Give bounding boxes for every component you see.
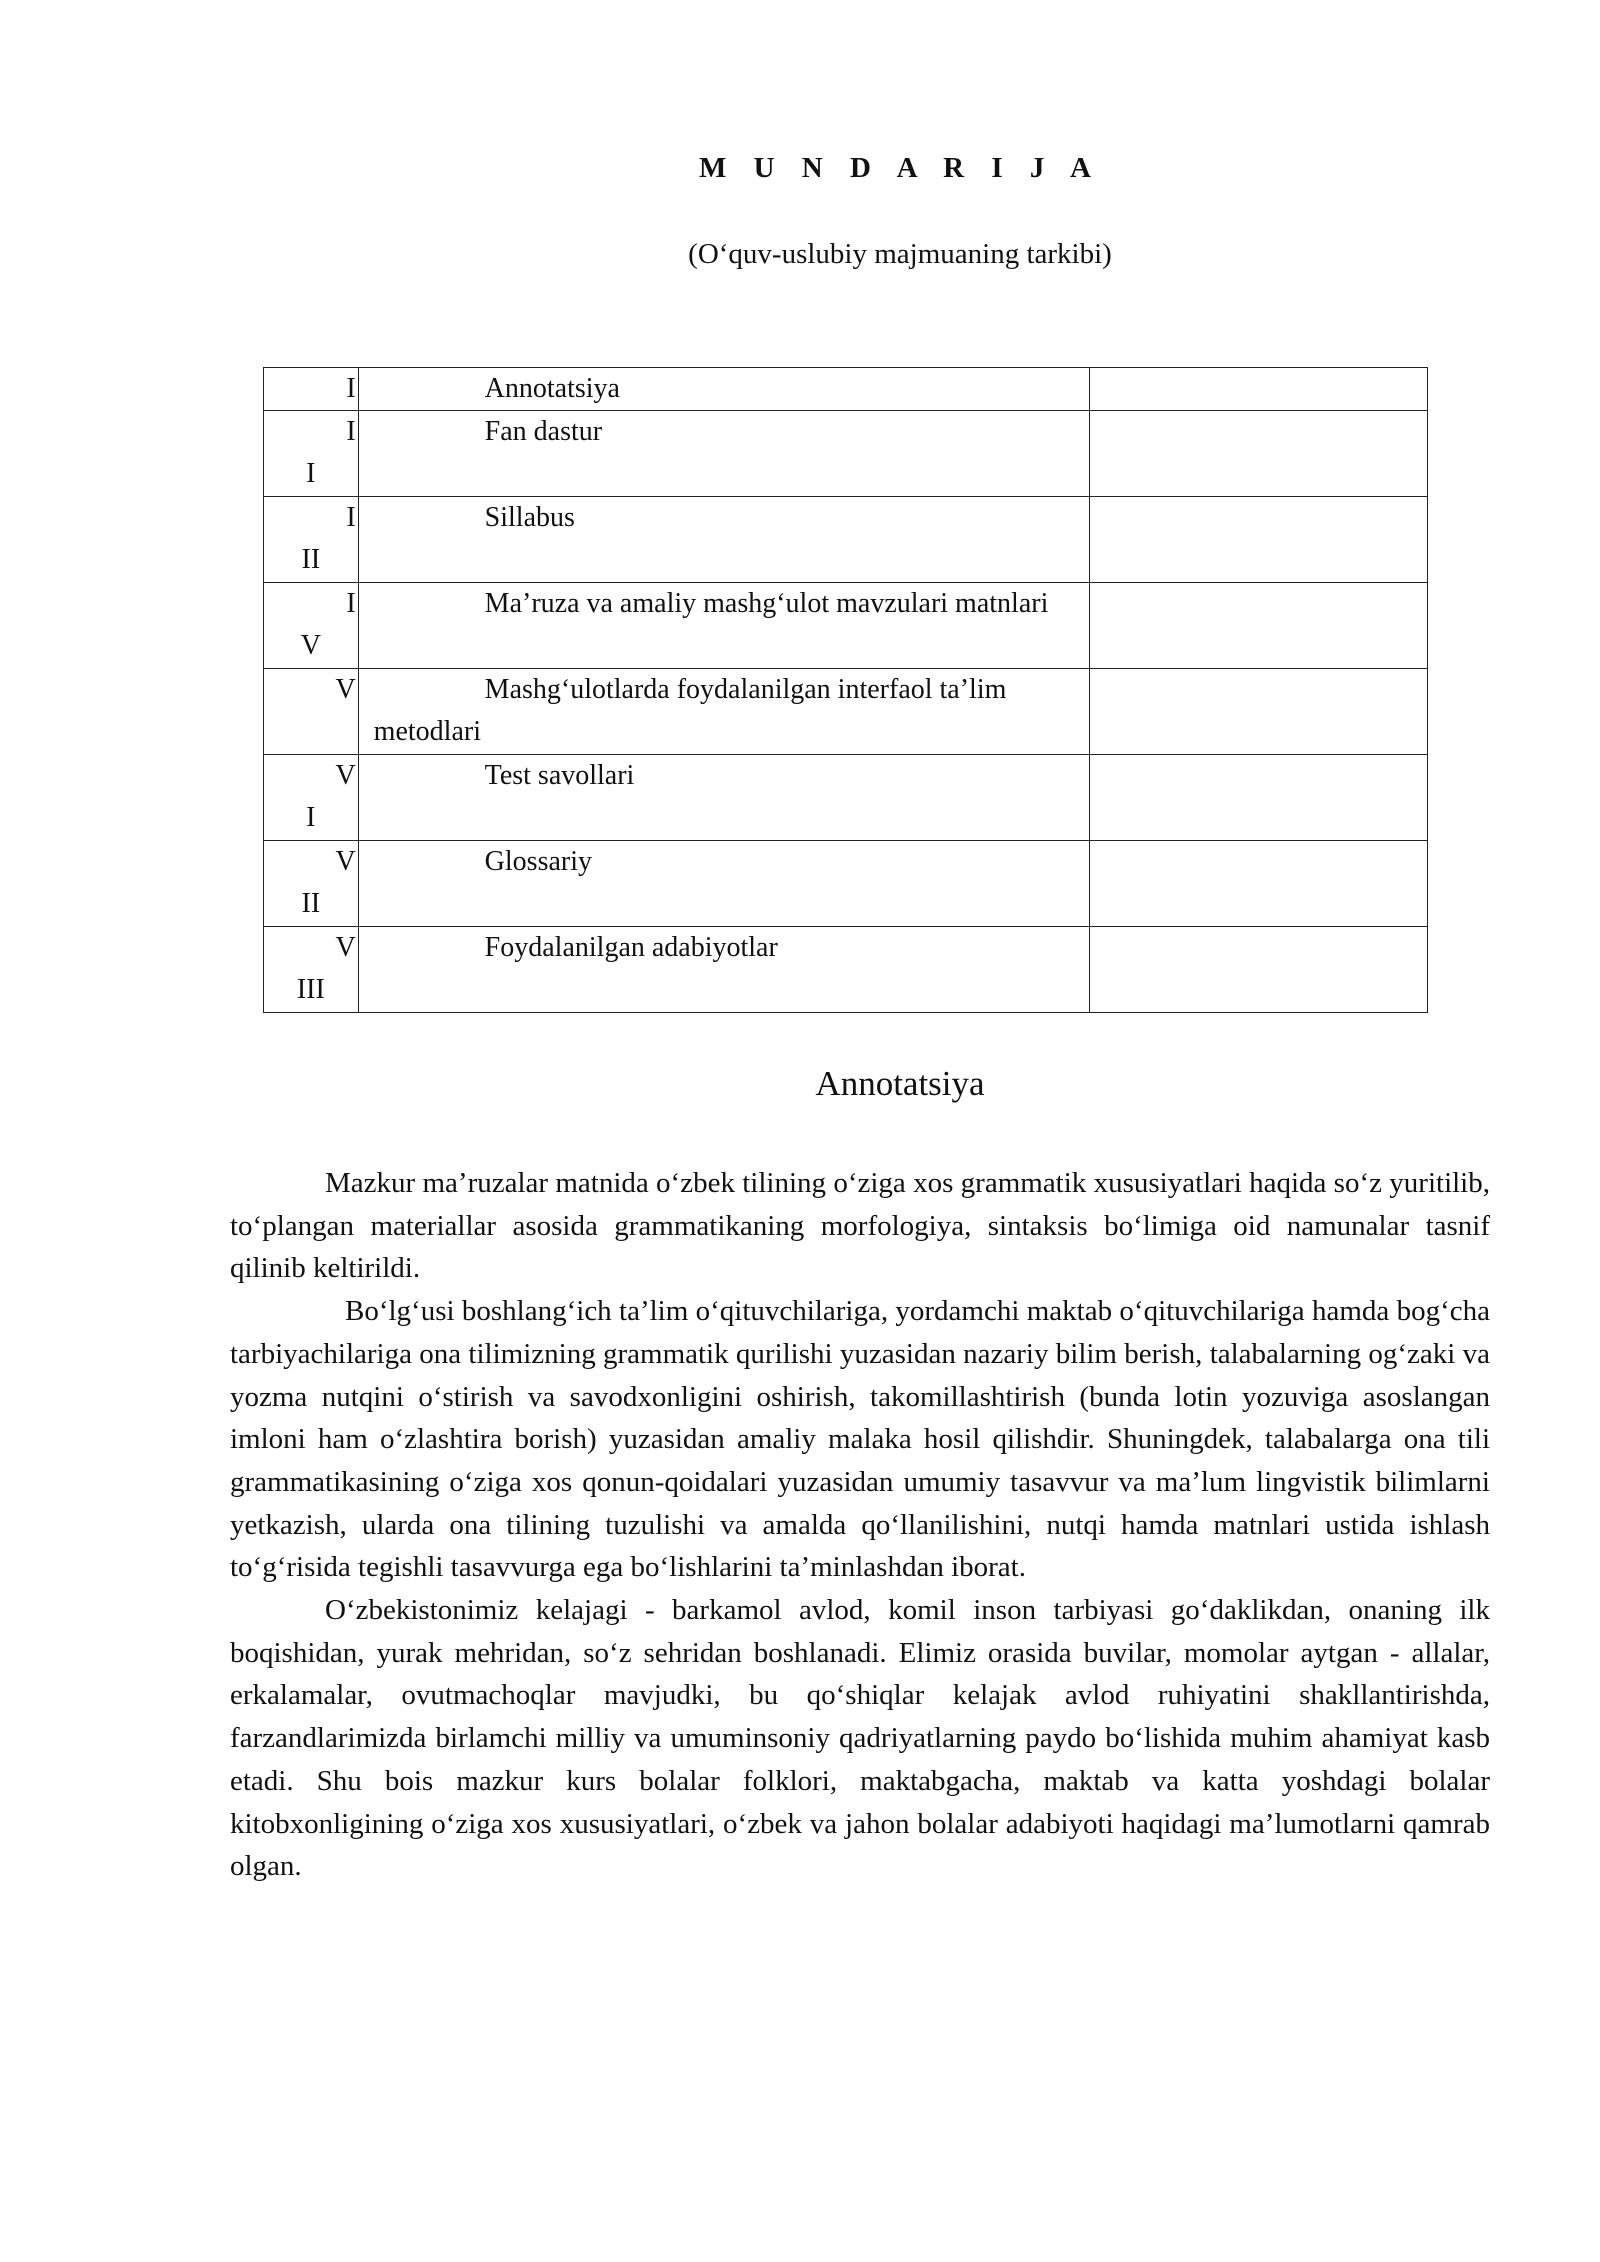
toc-row-number-cell [264, 497, 359, 583]
toc-row-number-cell [264, 927, 359, 1013]
document-subtitle: (O‘quv-uslubiy majmuaning tarkibi) [688, 238, 1112, 270]
toc-row-page-cell [1089, 755, 1427, 841]
toc-row-number-cell [264, 841, 359, 927]
toc-row-title-cell [358, 411, 1089, 497]
toc-row-title: Fan dastur [484, 416, 603, 447]
toc-row-page-cell [1089, 669, 1427, 755]
toc-row-title: Ma’ruza va amaliy mashg‘ulot mavzulari matnlari [484, 588, 1049, 619]
toc-row-title-cell [358, 841, 1089, 927]
toc-row-number-cell [264, 583, 359, 669]
document-title: M U N D A R I J A [698, 152, 1101, 184]
toc-row [264, 841, 1428, 927]
toc-row [264, 755, 1428, 841]
toc-row-title: Sillabus [484, 502, 575, 533]
toc-row-title-cell [358, 669, 1089, 755]
annotation-heading: Annotatsiya [815, 1064, 985, 1103]
annotation-paragraph: Bo‘lg‘usi boshlang‘ich ta’lim o‘qituvchilariga, yordamchi maktab o‘qituvchilariga hamda bog‘cha tarbiyachilariga ona tilimizning grammatik qurilishi yuzasidan nazariy bilim berish, talabalarning og‘zaki va yozma nutqini o‘stirish va savodxonligini oshirish, takomillashtirish (bunda lotin yozuviga asoslangan imloni ham o‘zlashtira borish) yuzasidan amaliy malaka hosil qilishdir. Shuningdek, talabalarga ona tili grammatikasining o‘ziga xos qonun-qoidalari yuzasidan umumiy tasavvur va ma’lum lingvistik bilimlarni yetkazish, ularda ona tilining tuzulishi va amalda qo‘llanilishini, nutqi hamda matnlari ustida ishlash to‘g‘risida tegishli tasavvurga ega bo‘lishlarini ta’minlashdan iborat. [230, 1295, 1490, 1584]
toc-row-number: V III [296, 932, 356, 1005]
toc-row-page-cell [1089, 497, 1427, 583]
toc-row [264, 669, 1428, 755]
toc-row [264, 411, 1428, 497]
toc-row-page-cell [1089, 583, 1427, 669]
toc-row-number-cell [264, 368, 359, 411]
toc-row [264, 583, 1428, 669]
toc-row-number: V I [306, 760, 356, 833]
toc-row-number-cell [264, 669, 359, 755]
toc-row-title-cell [358, 755, 1089, 841]
toc-row-number-cell [264, 411, 359, 497]
toc-row-number: I [346, 373, 356, 404]
annotation-body [230, 1162, 1490, 1888]
table-of-contents [263, 367, 1428, 1013]
toc-row-number: I V [300, 588, 356, 661]
annotation-paragraph: Mazkur ma’ruzalar matnida o‘zbek tilining o‘ziga xos grammatik xususiyatlari haqida so‘z yuritilib, to‘plangan materiallar asosida grammatikaning morfologiya, sintaksis bo‘limiga oid namunalar tasnif qilinib keltirildi. [230, 1167, 1490, 1285]
toc-row-title: Foydalanilgan adabiyotlar [484, 932, 778, 963]
toc-row-number: V [335, 674, 356, 705]
toc-row-title-cell [358, 368, 1089, 411]
toc-row-title: Glossariy [484, 846, 592, 877]
toc-row [264, 497, 1428, 583]
toc-row-title-cell [358, 497, 1089, 583]
toc-row-page-cell [1089, 927, 1427, 1013]
toc-row-title: Annotatsiya [484, 373, 620, 404]
toc-row-title-cell [358, 927, 1089, 1013]
toc-row-number: I I [306, 416, 356, 489]
toc-row-number: I II [301, 502, 356, 575]
annotation-paragraph: O‘zbekistonimiz kelajagi - barkamol avlod, komil inson tarbiyasi go‘daklikdan, onaning ilk boqishidan, yurak mehridan, so‘z sehridan boshlanadi. Elimiz orasida buvilar, momolar aytgan - allalar, erkalamalar, ovutmachoqlar mavjudki, bu qo‘shiqlar kelajak avlod ruhiyatini shakllantirishda, farzandlarimizda birlamchi milliy va umuminsoniy qadriyatlarning paydo bo‘lishida muhim ahamiyat kasb etadi. Shu bois mazkur kurs bolalar folklori, maktabgacha, maktab va katta yoshdagi bolalar kitobxonligining o‘ziga xos xususiyatlari, o‘zbek va jahon bolalar adabiyoti haqidagi ma’lumotlarni qamrab olgan. [230, 1594, 1490, 1883]
toc-row-page-cell [1089, 368, 1427, 411]
toc-row-title: Test savollari [484, 760, 635, 791]
toc-row [264, 927, 1428, 1013]
toc-row-number: V II [301, 846, 356, 919]
toc-row [264, 368, 1428, 411]
toc-row-title: Mashg‘ulotlarda foydalanilgan interfaol ta’lim metodlari [373, 674, 1007, 747]
toc-row-page-cell [1089, 841, 1427, 927]
toc-row-page-cell [1089, 411, 1427, 497]
toc-row-title-cell [358, 583, 1089, 669]
toc-row-number-cell [264, 755, 359, 841]
